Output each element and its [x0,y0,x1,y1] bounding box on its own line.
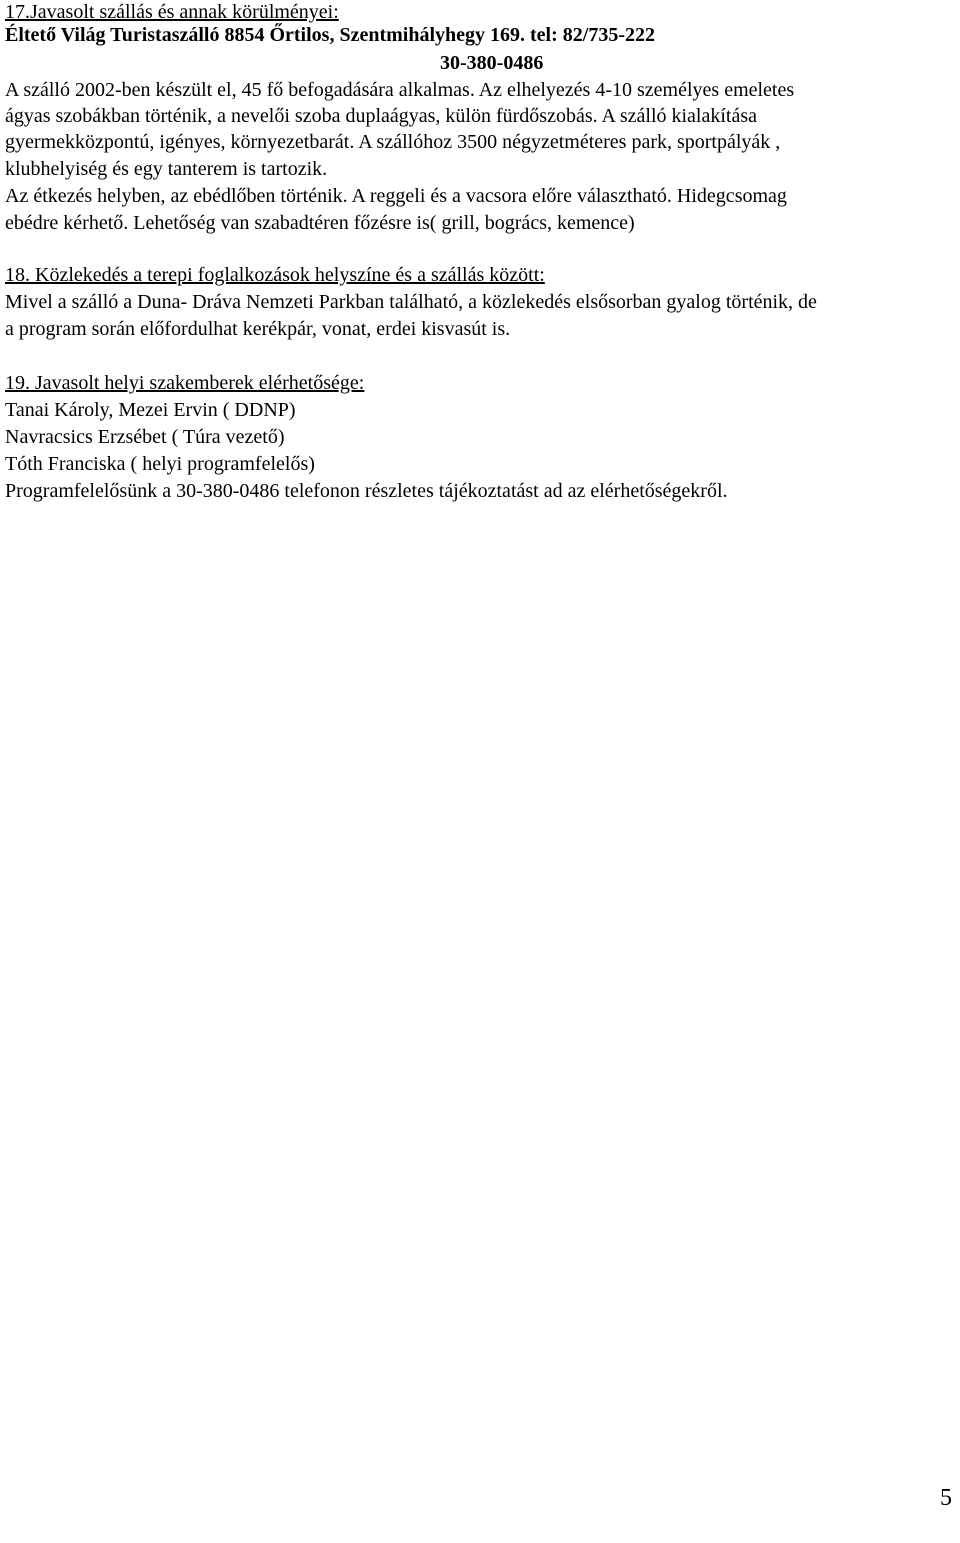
section-18-body-line: Mivel a szálló a Duna- Dráva Nemzeti Parkban található, a közlekedés elsősorban gyalog történik, de [5,291,817,313]
section-17-address: Éltető Világ Turistaszálló 8854 Őrtilos, Szentmihályhegy 169. tel: 82/735-222 [5,24,655,46]
section-19-body-line: Tanai Károly, Mezei Ervin ( DDNP) [5,399,296,421]
section-18-heading: 18. Közlekedés a terepi foglalkozások helyszíne és a szállás között: [5,264,545,286]
section-17-heading: 17.Javasolt szállás és annak körülményei: [5,1,339,23]
section-17-phone: 30-380-0486 [440,52,544,74]
section-19-body-line: Navracsics Erzsébet ( Túra vezető) [5,426,285,448]
section-18-body-line: a program során előfordulhat kerékpár, vonat, erdei kisvasút is. [5,318,511,340]
section-19-body-line: Programfelelősünk a 30-380-0486 telefonon részletes tájékoztatást ad az elérhetőségekről. [5,480,728,502]
section-17-body-line: ebédre kérhető. Lehetőség van szabadtéren főzésre is( grill, bogrács, kemence) [5,212,635,234]
section-17-body-line: Az étkezés helyben, az ebédlőben történik. A reggeli és a vacsora előre választható. Hidegcsomag [5,185,787,207]
section-17-body-line: ágyas szobákban történik, a nevelői szoba duplaágyas, külön fürdőszobás. A szálló kialakítása [5,105,758,127]
page-number: 5 [940,1485,952,1511]
section-17-body-line: gyermekközpontú, igényes, környezetbarát. A szállóhoz 3500 négyzetméteres park, sportpályák , [5,131,781,153]
section-19-heading: 19. Javasolt helyi szakemberek elérhetősége: [5,372,365,394]
section-19-body-line: Tóth Franciska ( helyi programfelelős) [5,453,315,475]
section-17-body-line: A szálló 2002-ben készült el, 45 fő befogadására alkalmas. Az elhelyezés 4-10 személyes emeletes [5,79,795,101]
section-17-body-line: klubhelyiség és egy tanterem is tartozik. [5,158,328,180]
